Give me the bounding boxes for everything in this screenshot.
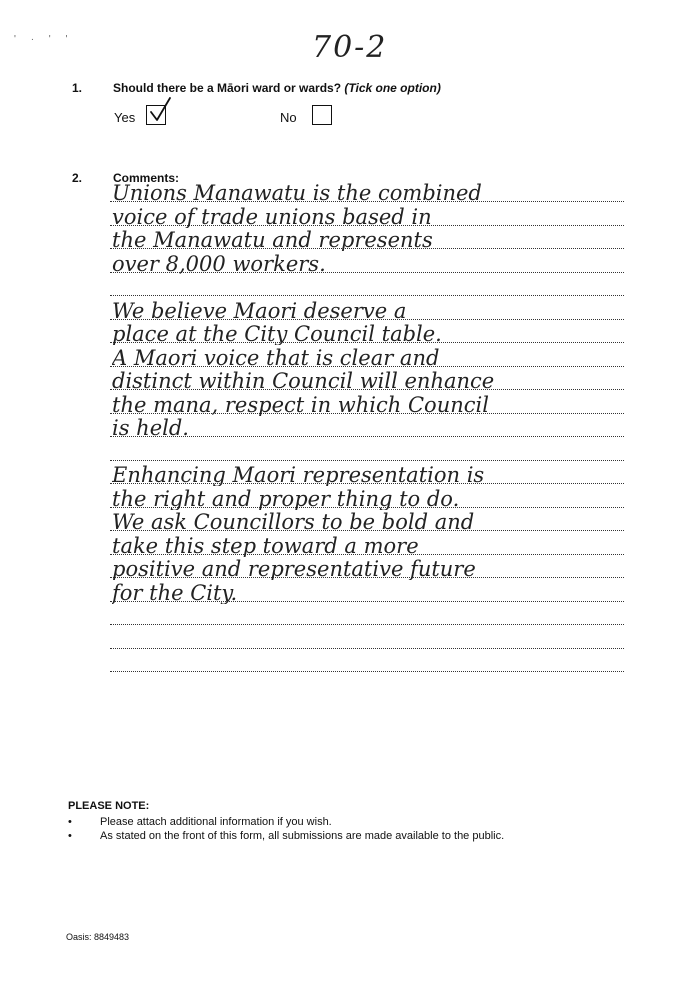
comment-line <box>110 648 624 649</box>
handwritten-comment-line: A Maori voice that is clear and <box>112 347 440 369</box>
handwritten-comment-line: the right and proper thing to do. <box>112 488 460 510</box>
question-1-text <box>113 81 441 95</box>
handwritten-comment-line: place at the City Council table. <box>112 323 442 345</box>
handwritten-comment-line: distinct within Council will enhance <box>112 370 495 392</box>
yes-checkbox[interactable] <box>146 105 166 125</box>
comment-line <box>110 295 624 296</box>
comments-label: Comments: <box>113 171 180 185</box>
handwritten-comment-line: for the City. <box>112 582 238 604</box>
handwritten-comment-line: We ask Councillors to be bold and <box>112 511 475 533</box>
comment-line <box>110 671 624 672</box>
note-item-1: Please attach additional information if you wish. <box>100 816 332 828</box>
oasis-reference: Oasis: 8849483 <box>66 932 130 942</box>
note-item-2: As stated on the front of this form, all submissions are made available to the public. <box>100 830 505 842</box>
handwritten-document-id: 70-2 <box>312 30 388 65</box>
scan-specks: ' · ' ' <box>14 34 74 45</box>
handwritten-comment-line: We believe Maori deserve a <box>112 300 407 322</box>
please-note-title: PLEASE NOTE: <box>68 800 150 812</box>
handwritten-comment-line: positive and representative future <box>112 558 476 580</box>
question-1-instruction: (Tick one option) <box>344 81 441 95</box>
handwritten-comment-line: take this step toward a more <box>112 535 419 557</box>
handwritten-comment-line: is held. <box>112 417 189 439</box>
handwritten-comment-line: voice of trade unions based in <box>112 206 432 228</box>
handwritten-comment-line: over 8,000 workers. <box>112 253 326 275</box>
question-1-number: 1. <box>72 81 83 95</box>
comment-line <box>110 460 624 461</box>
bullet-icon: • <box>68 830 72 842</box>
handwritten-comment-line: Enhancing Maori representation is <box>112 464 485 486</box>
bullet-icon: • <box>68 816 72 828</box>
question-2-number: 2. <box>72 171 83 185</box>
yes-option-label: Yes <box>114 110 136 125</box>
tick-mark-icon <box>148 96 172 126</box>
handwritten-comment-line: the mana, respect in which Council <box>112 394 489 416</box>
no-option-label: No <box>280 110 297 125</box>
handwritten-comment-line: Unions Manawatu is the combined <box>112 182 482 204</box>
no-checkbox[interactable] <box>312 105 332 125</box>
handwritten-comment-line: the Manawatu and represents <box>112 229 433 251</box>
question-1-prompt: Should there be a Māori ward or wards? <box>113 81 342 95</box>
comment-line <box>110 624 624 625</box>
